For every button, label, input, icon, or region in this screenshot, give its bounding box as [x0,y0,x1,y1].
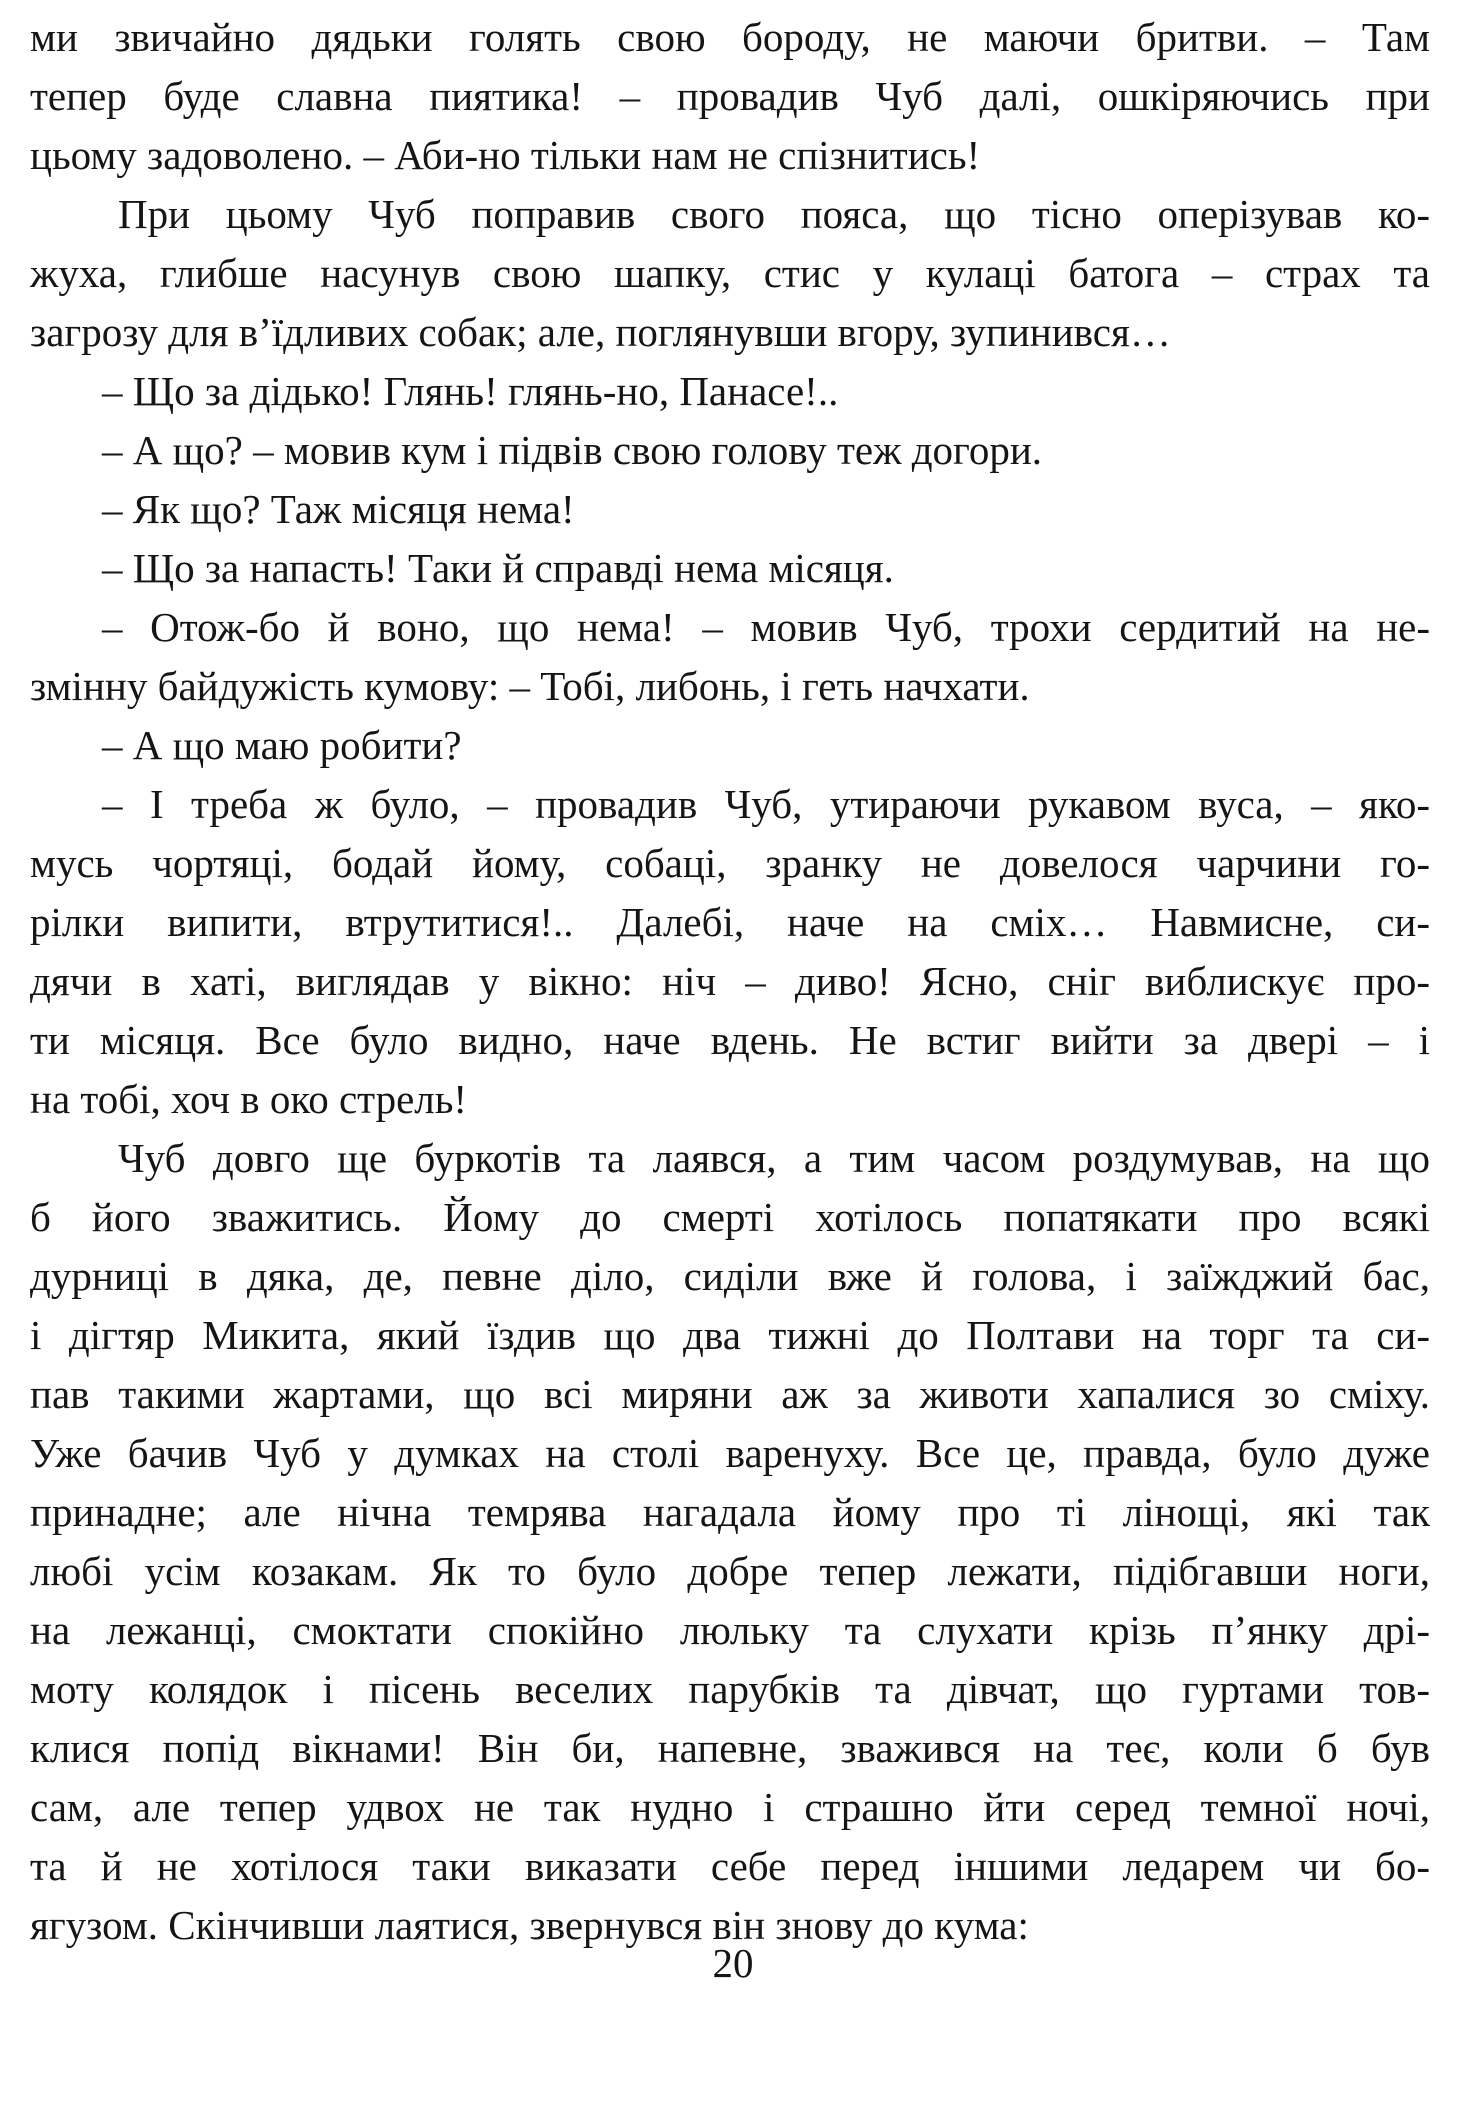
text-line: ти місяця. Все було видно, наче вдень. Не встиг вийти за двері – і [30,1017,1430,1063]
text-line: – А що? – мовив кум і підвів свою голову теж догори. [102,427,1043,473]
text-line: принадне; але нічна темрява нагадала йому про ті лінощі, які так [30,1489,1430,1535]
text-line: рілки випити, втрутитися!.. Далебі, наче на сміх… Навмисне, си- [30,899,1430,945]
text-line: ми звичайно дядьки голять свою бороду, не маючи бритви. – Там [30,14,1430,60]
text-line: пав такими жартами, що всі миряни аж за животи хапалися зо сміху. [30,1371,1430,1417]
text-line: на лежанці, смоктати спокійно люльку та слухати крізь п’янку дрі- [30,1607,1430,1653]
text-line: клися попід вікнами! Він би, напевне, зважився на теє, коли б був [30,1725,1430,1771]
text-line: сам, але тепер удвох не так нудно і страшно йти серед темної ночі, [30,1784,1430,1830]
text-line: на тобі, хоч в око стрель! [30,1076,468,1122]
text-line: тепер буде славна пиятика! – провадив Чуб далі, ошкіряючись при [30,73,1430,119]
body-text [30,8,1430,1955]
text-line: б його зважитись. Йому до смерті хотілось попатякати про всякі [30,1194,1430,1240]
text-line: – Отож-бо й воно, що нема! – мовив Чуб, трохи сердитий на не- [102,604,1430,650]
page-number: 20 [712,1940,754,1986]
text-line: – І треба ж було, – провадив Чуб, утираючи рукавом вуса, – яко- [102,781,1430,827]
text-line: загрозу для в’їдливих собак; але, поглянувши вгору, зупинився… [30,309,1171,355]
text-line: жуха, глибше насунув свою шапку, стис у кулаці батога – страх та [30,250,1430,296]
text-line: змінну байдужість кумову: – Тобі, либонь, і геть начхати. [30,663,1030,709]
text-line: і дігтяр Микита, який їздив що два тижні до Полтави на торг та си- [30,1312,1430,1358]
text-line: – Як що? Таж місяця нема! [102,486,575,532]
text-line: – Що за дідько! Глянь! глянь-но, Панасе!.. [102,368,839,414]
text-line: та й не хотілося таки виказати себе перед іншими ледарем чи бо- [30,1843,1430,1889]
text-line: моту колядок і пісень веселих парубків та дівчат, що гуртами тов- [30,1666,1430,1712]
text-line: – А що маю робити? [102,722,462,768]
text-line: ягузом. Скінчивши лаятися, звернувся він знову до кума: [30,1902,1029,1948]
text-line: При цьому Чуб поправив свого пояса, що тісно оперізував ко- [118,191,1430,237]
text-line: Уже бачив Чуб у думках на столі варенуху. Все це, правда, було дуже [30,1430,1430,1476]
text-line: мусь чортяці, бодай йому, собаці, зранку не довелося чарчини го- [30,840,1430,886]
text-line: цьому задоволено. – Аби-но тільки нам не спізнитись! [30,132,981,178]
text-line: любі усім козакам. Як то було добре тепер лежати, підібгавши ноги, [30,1548,1430,1594]
text-line: Чуб довго ще буркотів та лаявся, а тим часом роздумував, на що [118,1135,1430,1181]
text-line: дурниці в дяка, де, певне діло, сиділи вже й голова, і заїжджий бас, [30,1253,1430,1299]
text-line: дячи в хаті, виглядав у вікно: ніч – диво! Ясно, сніг виблискує про- [30,958,1430,1004]
text-line: – Що за напасть! Таки й справді нема місяця. [102,545,894,591]
